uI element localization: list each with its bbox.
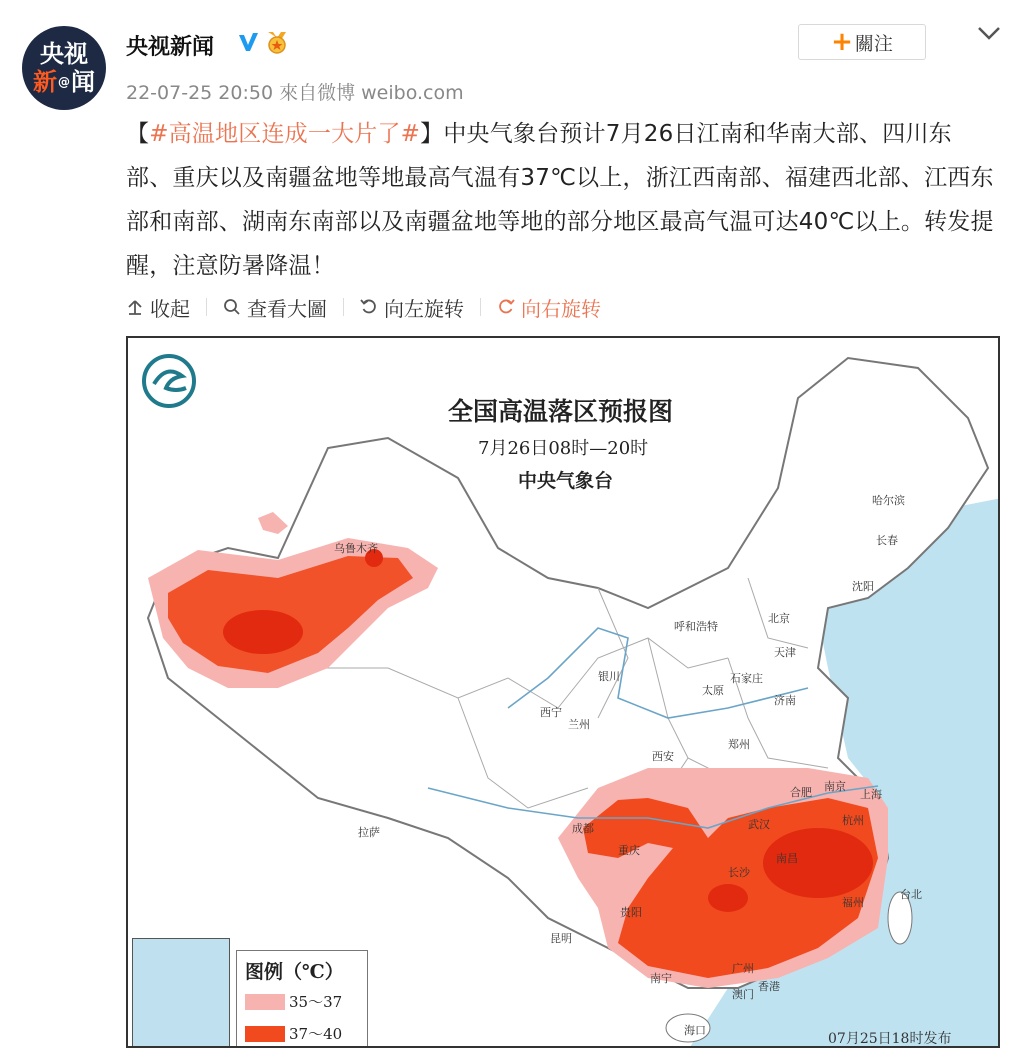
legend-title: 图例（℃）	[245, 961, 344, 983]
map-org: 中央气象台	[518, 470, 614, 492]
city-label: 南昌	[776, 852, 798, 865]
city-label: 台北	[900, 888, 922, 901]
map-subtitle: 7月26日08时—20时	[478, 438, 649, 459]
city-label: 沈阳	[852, 580, 874, 593]
avatar-text-xin: 新	[33, 68, 57, 96]
collapse-label: 收起	[150, 296, 190, 321]
follow-button[interactable]	[798, 24, 926, 60]
chevron-down-icon[interactable]	[976, 24, 1002, 42]
city-label: 成都	[572, 822, 594, 835]
city-label: 香港	[758, 980, 780, 993]
city-label: 合肥	[790, 786, 812, 799]
city-label: 南京	[824, 780, 846, 793]
legend-swatch	[245, 994, 285, 1010]
city-label: 太原	[702, 684, 724, 697]
avatar-text-line1: 央视	[40, 40, 88, 68]
city-label: 贵阳	[620, 906, 642, 919]
city-label: 乌鲁木齐	[334, 542, 378, 555]
city-label: 福州	[842, 896, 864, 909]
map-footnote: 07月25日18时发布	[828, 1031, 952, 1047]
city-label: 长沙	[728, 866, 750, 879]
city-label: 上海	[860, 788, 882, 801]
post-source: 來自微博 weibo.com	[279, 82, 464, 104]
city-label: 杭州	[842, 814, 864, 827]
city-label: 北京	[768, 612, 790, 625]
heat-zone-35-37	[258, 512, 288, 534]
legend-swatch	[245, 1026, 285, 1042]
rotate-left-button[interactable]	[360, 293, 464, 322]
bracket-open: 【	[126, 121, 150, 147]
city-label: 哈尔滨	[872, 494, 905, 507]
city-label: 重庆	[618, 844, 640, 857]
city-label: 石家庄	[730, 672, 763, 685]
post-text	[126, 112, 996, 288]
toolbar-divider	[343, 298, 344, 316]
view-large-button[interactable]	[223, 293, 327, 322]
city-label: 长春	[876, 534, 898, 547]
rotate-right-button[interactable]	[497, 293, 601, 322]
map-legend	[236, 950, 368, 1048]
heat-zone-40-plus	[223, 610, 303, 654]
toolbar-divider	[480, 298, 481, 316]
hashtag-link[interactable]: #高温地区连成一大片了#	[149, 121, 421, 147]
map-title: 全国高温落区预报图	[448, 397, 674, 426]
collapse-button[interactable]	[126, 293, 190, 322]
toolbar-divider	[206, 298, 207, 316]
avatar[interactable]	[22, 26, 106, 110]
city-label: 天津	[774, 646, 796, 659]
city-label: 西宁	[540, 706, 562, 719]
author-name[interactable]: 央视新闻	[126, 35, 215, 60]
avatar-text-wen: 闻	[71, 68, 95, 96]
city-label: 海口	[684, 1024, 706, 1037]
city-label: 昆明	[550, 932, 572, 945]
rotate-left-icon	[360, 298, 378, 316]
legend-label: 37～40	[289, 1025, 343, 1043]
legend-label: 35～37	[289, 993, 343, 1011]
image-toolbar	[126, 292, 601, 322]
forecast-map-image[interactable]	[126, 336, 1000, 1048]
legend-row	[245, 991, 342, 1012]
cma-logo-icon	[142, 354, 196, 408]
post-meta	[126, 78, 464, 105]
heat-zone-40-plus	[708, 884, 748, 912]
view-large-label: 查看大圖	[247, 296, 327, 321]
city-label: 南宁	[650, 972, 672, 985]
city-label: 呼和浩特	[674, 620, 718, 633]
city-label: 武汉	[748, 818, 770, 831]
rotate-right-label: 向右旋转	[521, 296, 601, 321]
city-label: 兰州	[568, 718, 590, 731]
city-label: 银川	[598, 670, 620, 683]
collapse-icon	[126, 298, 144, 316]
avatar-text-at: @	[58, 75, 70, 89]
magnifier-icon	[223, 298, 241, 316]
city-label: 澳门	[732, 988, 754, 1001]
bracket-close: 】	[420, 121, 444, 147]
city-label: 广州	[732, 962, 754, 975]
city-label: 济南	[774, 694, 796, 707]
city-label: 郑州	[728, 738, 750, 751]
post-body: 中央气象台预计7月26日江南和华南大部、四川东部、重庆以及南疆盆地等地最高气温有37℃以上，浙江西南部、福建西北部、江西东部和南部、湖南东南部以及南疆盆地等地的部分地区最高气温可达40℃以上。转发提醒，注意防暑降温！	[126, 121, 994, 279]
rotate-right-icon	[497, 298, 515, 316]
city-label: 西安	[652, 750, 674, 763]
rotate-left-label: 向左旋转	[384, 296, 464, 321]
city-label: 拉萨	[358, 826, 380, 839]
plus-icon: +	[831, 27, 853, 57]
follow-label: 關注	[854, 32, 893, 55]
verified-icon	[236, 30, 260, 54]
avatar-text-line2	[33, 68, 95, 96]
south-china-sea-inset	[132, 938, 230, 1048]
legend-row	[245, 1023, 342, 1044]
medal-icon	[264, 29, 290, 55]
post-timestamp[interactable]: 22-07-25 20:50	[126, 82, 274, 104]
